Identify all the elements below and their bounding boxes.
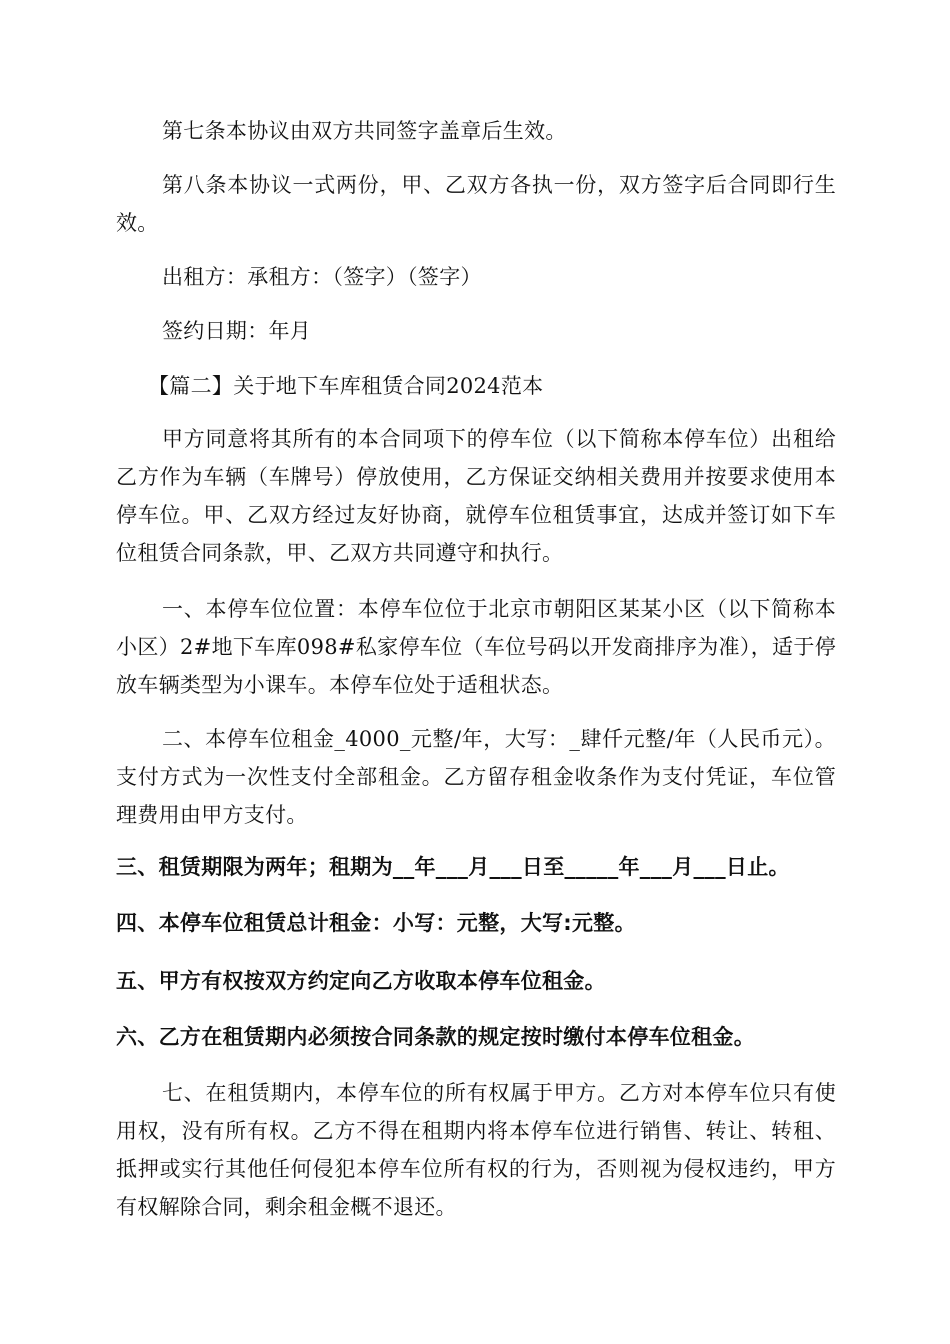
section-two-heading: 【篇二】关于地下车库租赁合同2024范本 xyxy=(148,374,544,398)
article-seven-paragraph: 第七条本协议由双方共同签字盖章后生效。 xyxy=(162,119,567,143)
signing-date-line: 签约日期：年月 xyxy=(162,319,312,343)
clause-three-term: 三、租赁期限为两年；租期为__年___月___日至_____年___月___日止。 xyxy=(116,855,790,879)
clause-five-collection: 五、甲方有权按双方约定向乙方收取本停车位租金。 xyxy=(116,969,606,993)
clause-four-total-rent: 四、本停车位租赁总计租金：小写：元整，大写:元整。 xyxy=(116,911,636,935)
article-eight-paragraph: 第八条本协议一式两份，甲、乙双方各执一份，双方签字后合同即行生效。 xyxy=(116,173,836,235)
intro-paragraph: 甲方同意将其所有的本合同项下的停车位（以下简称本停车位）出租给乙方作为车辆（车牌号）停放使用，乙方保证交纳相关费用并按要求使用本停车位。甲、乙双方经过友好协商，就停车位租赁事宜，达成并签订如下车位租赁合同条款，甲、乙双方共同遵守和执行。 xyxy=(116,427,836,565)
signature-parties-line: 出租方：承租方：（签字）（签字） xyxy=(162,265,482,289)
clause-one-location: 一、本停车位位置：本停车位位于北京市朝阳区某某小区（以下简称本小区）2#地下车库098#私家停车位（车位号码以开发商排序为准），适于停放车辆类型为小课车。本停车位处于适租状态。 xyxy=(116,597,836,697)
clause-seven-ownership: 七、在租赁期内，本停车位的所有权属于甲方。乙方对本停车位只有使用权，没有所有权。乙方不得在租期内将本停车位进行销售、转让、转租、抵押或实行其他任何侵犯本停车位所有权的行为，否则视为侵权违约，甲方有权解除合同，剩余租金概不退还。 xyxy=(116,1081,836,1219)
clause-six-payment: 六、乙方在租赁期内必须按合同条款的规定按时缴付本停车位租金。 xyxy=(116,1025,755,1049)
clause-two-rent: 二、本停车位租金_4000_元整/年，大写：_肆仟元整/年（人民币元）。支付方式为一次性支付全部租金。乙方留存租金收条作为支付凭证，车位管理费用由甲方支付。 xyxy=(116,727,836,827)
